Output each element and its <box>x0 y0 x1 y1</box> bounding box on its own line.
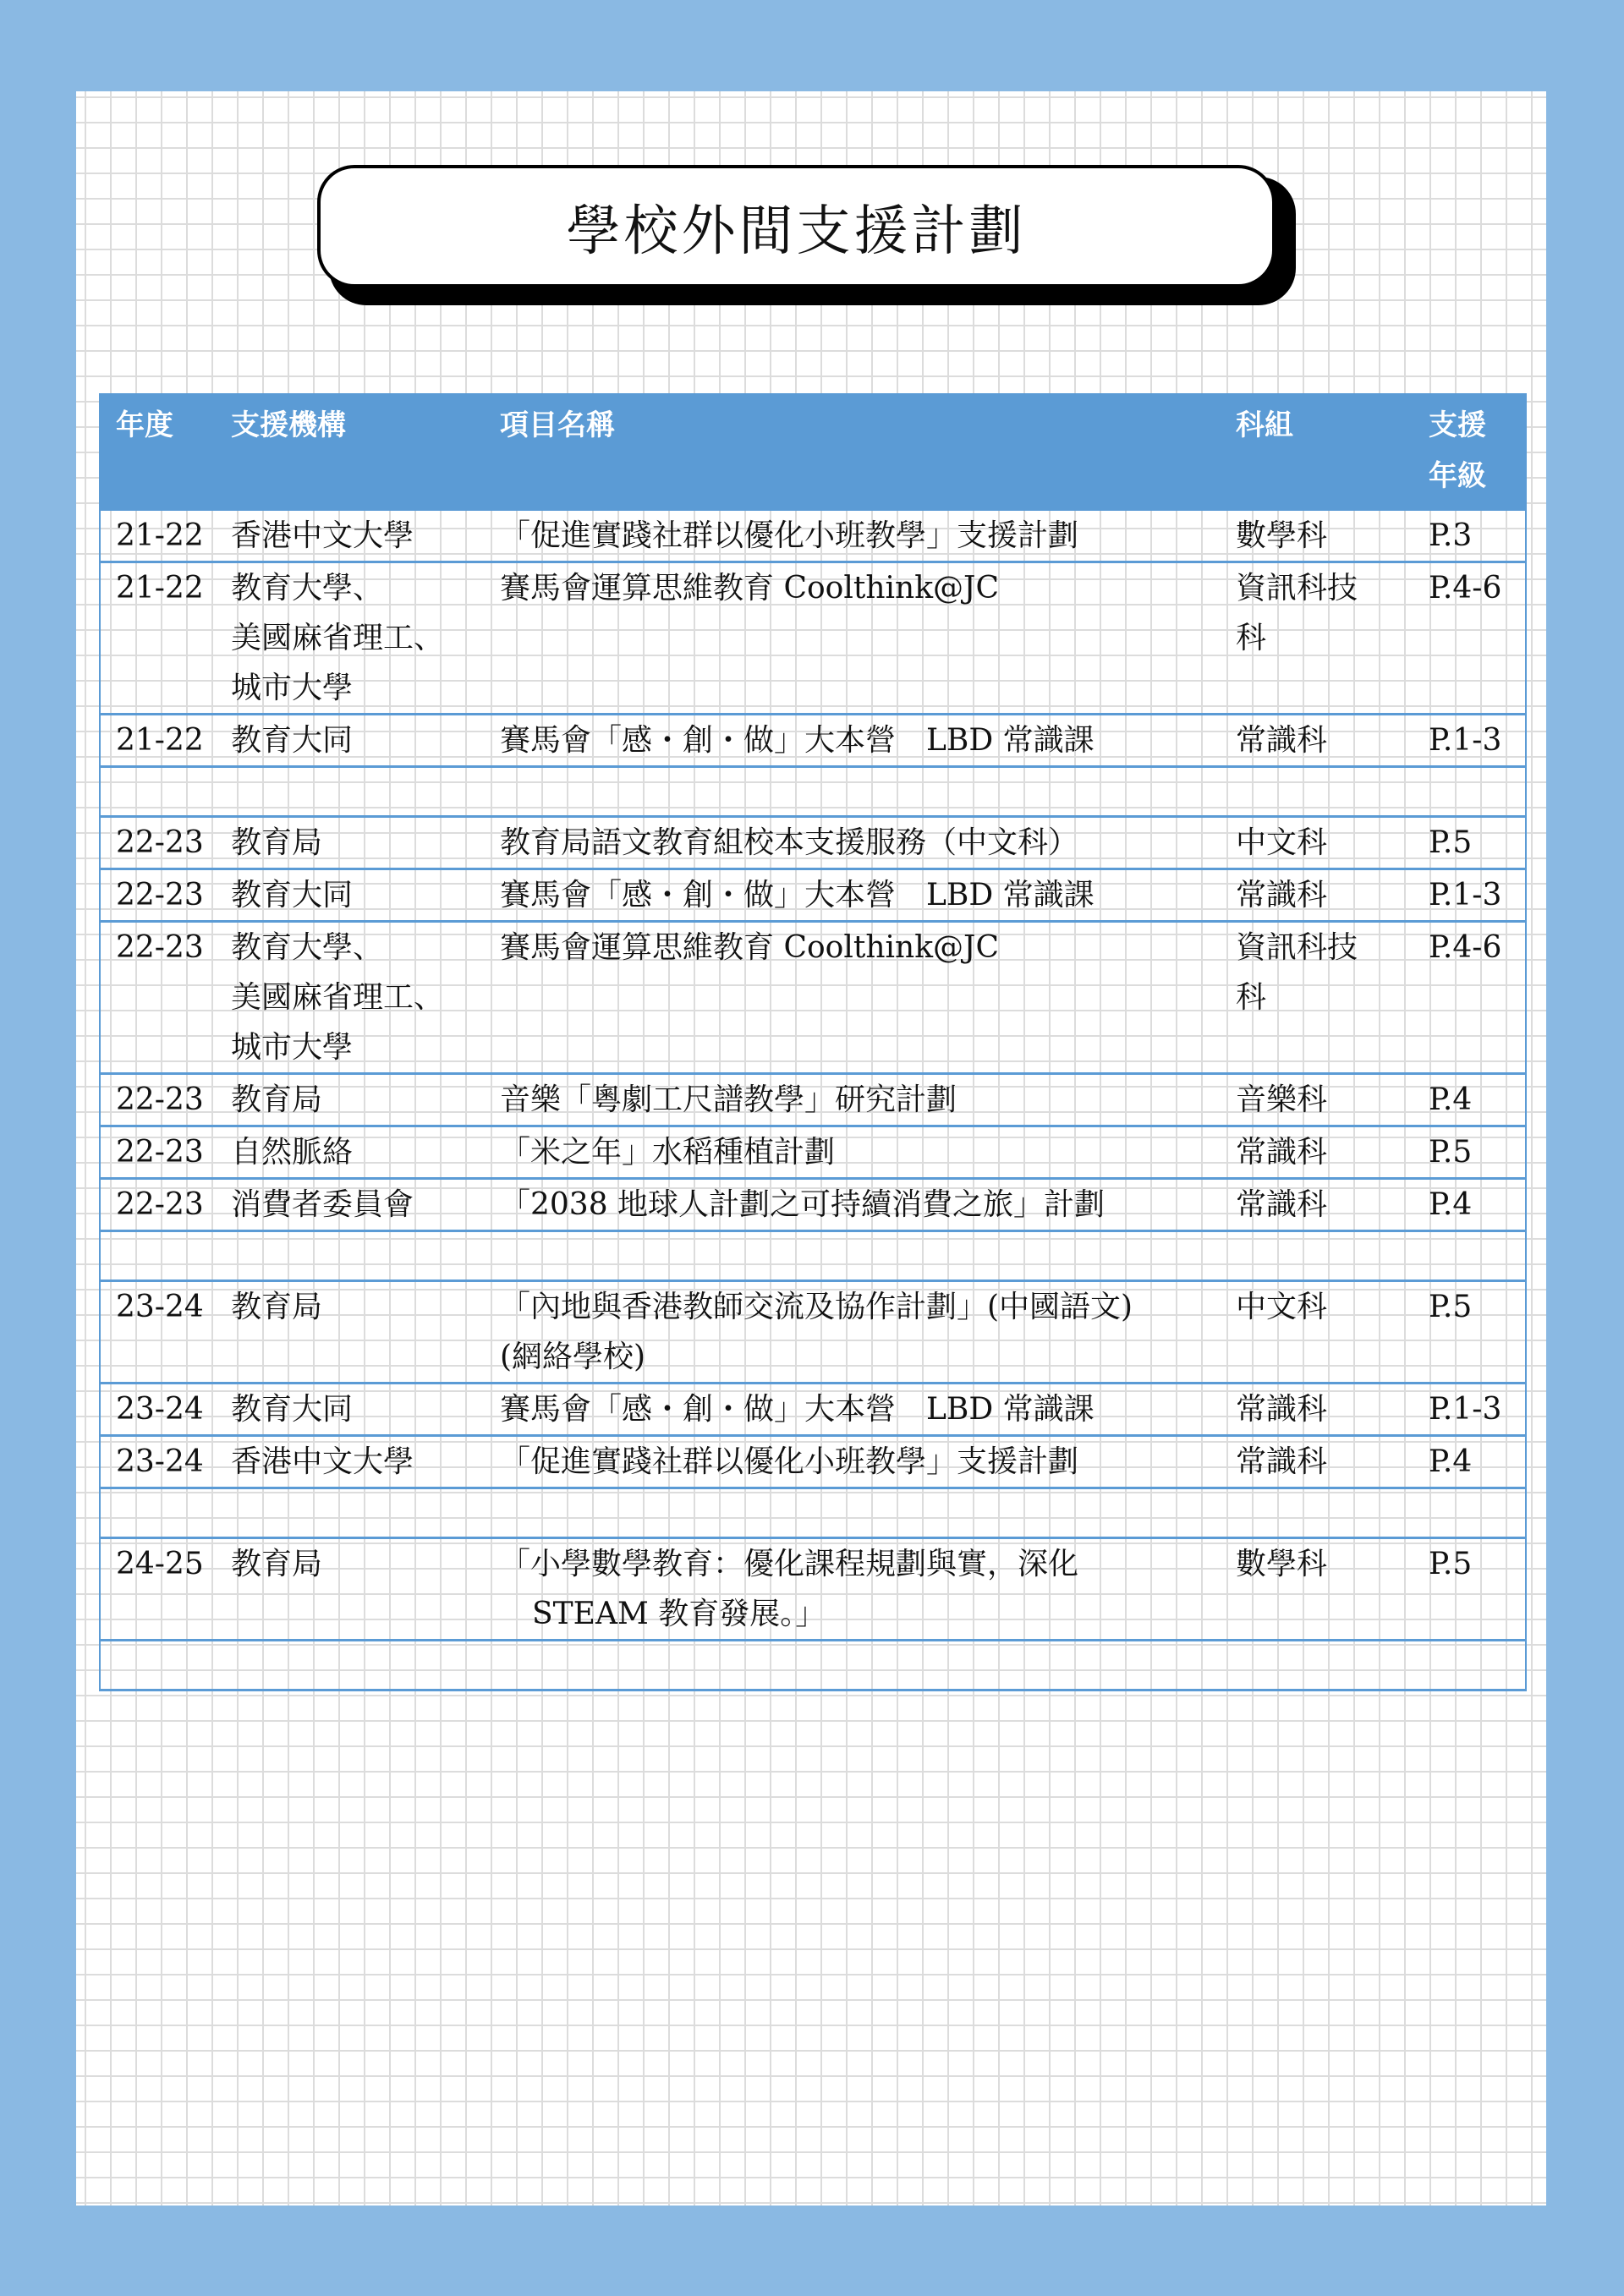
cell-project <box>485 922 1221 1074</box>
spacer-cell <box>216 1641 485 1690</box>
cell-project <box>485 1538 1221 1641</box>
cell-subject <box>1221 1074 1413 1126</box>
spacer-cell <box>216 1231 485 1281</box>
cell-subject <box>1221 1179 1413 1231</box>
subject-line: 資訊科技 <box>1236 930 1358 965</box>
header-org: 支援機構 <box>216 393 485 510</box>
header-project: 項目名稱 <box>485 393 1221 510</box>
project-line: 賽馬會「感・創・做」大本營 LBD 常識課 <box>500 1392 1095 1427</box>
cell-year: 22-23 <box>100 1179 216 1231</box>
org-line: 教育大同 <box>231 878 354 912</box>
project-line: 賽馬會運算思維教育 Coolthink@JC <box>500 571 999 606</box>
subject-line: 常識科 <box>1236 723 1328 758</box>
org-line: 教育大學、 <box>231 930 384 965</box>
org-line: 美國麻省理工、 <box>231 621 445 655</box>
cell-year: 21-22 <box>100 510 216 562</box>
cell-year: 23-24 <box>100 1436 216 1488</box>
cell-org <box>216 1436 485 1488</box>
project-line: 「內地與香港教師交流及協作計劃」(中國語文) <box>500 1290 1133 1324</box>
subject-line: 常識科 <box>1236 1187 1328 1222</box>
table-row <box>100 715 1526 767</box>
org-line: 自然脈絡 <box>231 1135 354 1170</box>
table-row <box>100 869 1526 922</box>
subject-line: 中文科 <box>1236 825 1328 860</box>
spacer-cell <box>485 1231 1221 1281</box>
header-grade-line2: 年級 <box>1429 459 1486 493</box>
cell-grade: P.4 <box>1413 1074 1526 1126</box>
spacer-cell <box>485 767 1221 817</box>
table-row <box>100 1126 1526 1179</box>
cell-year: 22-23 <box>100 1126 216 1179</box>
cell-org <box>216 1074 485 1126</box>
cell-project <box>485 715 1221 767</box>
cell-year: 22-23 <box>100 1074 216 1126</box>
cell-project <box>485 562 1221 715</box>
cell-year: 24-25 <box>100 1538 216 1641</box>
cell-subject <box>1221 1538 1413 1641</box>
org-line: 城市大學 <box>231 1030 354 1065</box>
table-row <box>100 1074 1526 1126</box>
spacer-cell <box>100 1231 216 1281</box>
subject-line: 常識科 <box>1236 1444 1328 1479</box>
org-line: 美國麻省理工、 <box>231 980 445 1015</box>
cell-year: 23-24 <box>100 1384 216 1436</box>
spacer-cell <box>485 1641 1221 1690</box>
cell-subject <box>1221 715 1413 767</box>
project-line <box>500 1589 1221 1639</box>
subject-line: 科 <box>1236 980 1267 1015</box>
cell-subject <box>1221 817 1413 869</box>
org-line: 香港中文大學 <box>231 1444 414 1479</box>
table-row <box>100 510 1526 562</box>
spacer-cell <box>1221 1488 1413 1538</box>
cell-grade: P.5 <box>1413 1126 1526 1179</box>
project-line: 「米之年」水稻種植計劃 <box>500 1135 836 1170</box>
cell-grade: P.5 <box>1413 1281 1526 1384</box>
table-row <box>100 1384 1526 1436</box>
cell-subject <box>1221 869 1413 922</box>
cell-org <box>216 1281 485 1384</box>
header-grade <box>1413 393 1526 510</box>
spacer-cell <box>216 767 485 817</box>
cell-grade: P.1-3 <box>1413 715 1526 767</box>
cell-grade: P.3 <box>1413 510 1526 562</box>
project-line: 「小學數學教育：優化課程規劃與實，深化 <box>500 1547 1079 1581</box>
spacer-cell <box>1221 767 1413 817</box>
table-row <box>100 562 1526 715</box>
cell-grade: P.5 <box>1413 1538 1526 1641</box>
subject-line: 常識科 <box>1236 1392 1328 1427</box>
org-line: 教育大同 <box>231 723 354 758</box>
project-line: 「2038 地球人計劃之可持續消費之旅」計劃 <box>500 1187 1106 1222</box>
project-line: 賽馬會「感・創・做」大本營 LBD 常識課 <box>500 878 1095 912</box>
cell-subject <box>1221 1384 1413 1436</box>
cell-org <box>216 922 485 1074</box>
org-line: 教育局 <box>231 825 323 860</box>
spacer-cell <box>1413 1488 1526 1538</box>
cell-project <box>485 1126 1221 1179</box>
cell-subject <box>1221 1436 1413 1488</box>
cell-project <box>485 817 1221 869</box>
org-line: 城市大學 <box>231 671 354 705</box>
spacer-cell <box>1221 1641 1413 1690</box>
spacer-cell <box>100 1488 216 1538</box>
org-line: 教育局 <box>231 1082 323 1117</box>
cell-grade: P.1-3 <box>1413 1384 1526 1436</box>
spacer-cell <box>1413 1641 1526 1690</box>
cell-org <box>216 1179 485 1231</box>
project-line: 教育局語文教育組校本支援服務（中文科） <box>500 825 1079 860</box>
org-line: 香港中文大學 <box>231 518 414 553</box>
table-row <box>100 922 1526 1074</box>
project-line: 賽馬會運算思維教育 Coolthink@JC <box>500 930 999 965</box>
cell-year: 21-22 <box>100 562 216 715</box>
cell-year: 22-23 <box>100 817 216 869</box>
cell-project <box>485 1384 1221 1436</box>
cell-org <box>216 1126 485 1179</box>
table-body <box>100 510 1526 1690</box>
table-row <box>100 1538 1526 1641</box>
org-line: 教育局 <box>231 1290 323 1324</box>
cell-year: 22-23 <box>100 869 216 922</box>
subject-line: 數學科 <box>1236 1547 1328 1581</box>
cell-project <box>485 1436 1221 1488</box>
cell-grade: P.4-6 <box>1413 922 1526 1074</box>
spacer-cell <box>485 1488 1221 1538</box>
cell-subject <box>1221 1281 1413 1384</box>
header-grade-line1: 支援 <box>1429 408 1486 442</box>
cell-org <box>216 562 485 715</box>
spacer-cell <box>100 767 216 817</box>
subject-line: 音樂科 <box>1236 1082 1328 1117</box>
title-banner <box>317 165 1296 306</box>
table-row <box>100 1436 1526 1488</box>
cell-project <box>485 1074 1221 1126</box>
cell-grade: P.4 <box>1413 1179 1526 1231</box>
cell-org <box>216 510 485 562</box>
project-line: 賽馬會「感・創・做」大本營 LBD 常識課 <box>500 723 1095 758</box>
table-spacer-row <box>100 767 1526 817</box>
subject-line: 資訊科技 <box>1236 571 1358 606</box>
cell-project <box>485 510 1221 562</box>
table-header-row <box>100 393 1526 510</box>
spacer-cell <box>216 1488 485 1538</box>
cell-org <box>216 1538 485 1641</box>
cell-year: 21-22 <box>100 715 216 767</box>
table-spacer-row <box>100 1641 1526 1690</box>
project-line: (網絡學校) <box>500 1340 646 1374</box>
cell-project <box>485 869 1221 922</box>
subject-line: 常識科 <box>1236 878 1328 912</box>
cell-subject <box>1221 1126 1413 1179</box>
org-line: 教育局 <box>231 1547 323 1581</box>
cell-grade: P.4-6 <box>1413 562 1526 715</box>
support-table <box>99 393 1527 1691</box>
subject-line: 科 <box>1236 621 1267 655</box>
spacer-cell <box>100 1641 216 1690</box>
table-spacer-row <box>100 1231 1526 1281</box>
spacer-cell <box>1221 1231 1413 1281</box>
org-line: 教育大學、 <box>231 571 384 606</box>
project-line-text: STEAM 教育發展。」 <box>532 1597 826 1631</box>
spacer-cell <box>1413 767 1526 817</box>
table-row <box>100 1281 1526 1384</box>
spacer-cell <box>1413 1231 1526 1281</box>
page-title: 學校外間支援計劃 <box>566 200 1027 263</box>
org-line: 消費者委員會 <box>231 1187 414 1222</box>
org-line: 教育大同 <box>231 1392 354 1427</box>
cell-grade: P.5 <box>1413 817 1526 869</box>
cell-grade: P.1-3 <box>1413 869 1526 922</box>
project-line: 「促進實踐社群以優化小班教學」支援計劃 <box>500 518 1079 553</box>
cell-org <box>216 1384 485 1436</box>
table-spacer-row <box>100 1488 1526 1538</box>
cell-year: 22-23 <box>100 922 216 1074</box>
subject-line: 常識科 <box>1236 1135 1328 1170</box>
project-line: 「促進實踐社群以優化小班教學」支援計劃 <box>500 1444 1079 1479</box>
cell-grade: P.4 <box>1413 1436 1526 1488</box>
cell-subject <box>1221 510 1413 562</box>
title-box <box>317 165 1276 288</box>
subject-line: 數學科 <box>1236 518 1328 553</box>
cell-org <box>216 715 485 767</box>
table-row <box>100 817 1526 869</box>
project-line: 音樂「粵劇工尺譜教學」研究計劃 <box>500 1082 957 1117</box>
header-subject: 科組 <box>1221 393 1413 510</box>
header-year: 年度 <box>100 393 216 510</box>
cell-org <box>216 869 485 922</box>
cell-project <box>485 1179 1221 1231</box>
table-row <box>100 1179 1526 1231</box>
cell-subject <box>1221 922 1413 1074</box>
cell-project <box>485 1281 1221 1384</box>
cell-subject <box>1221 562 1413 715</box>
cell-year: 23-24 <box>100 1281 216 1384</box>
subject-line: 中文科 <box>1236 1290 1328 1324</box>
cell-org <box>216 817 485 869</box>
